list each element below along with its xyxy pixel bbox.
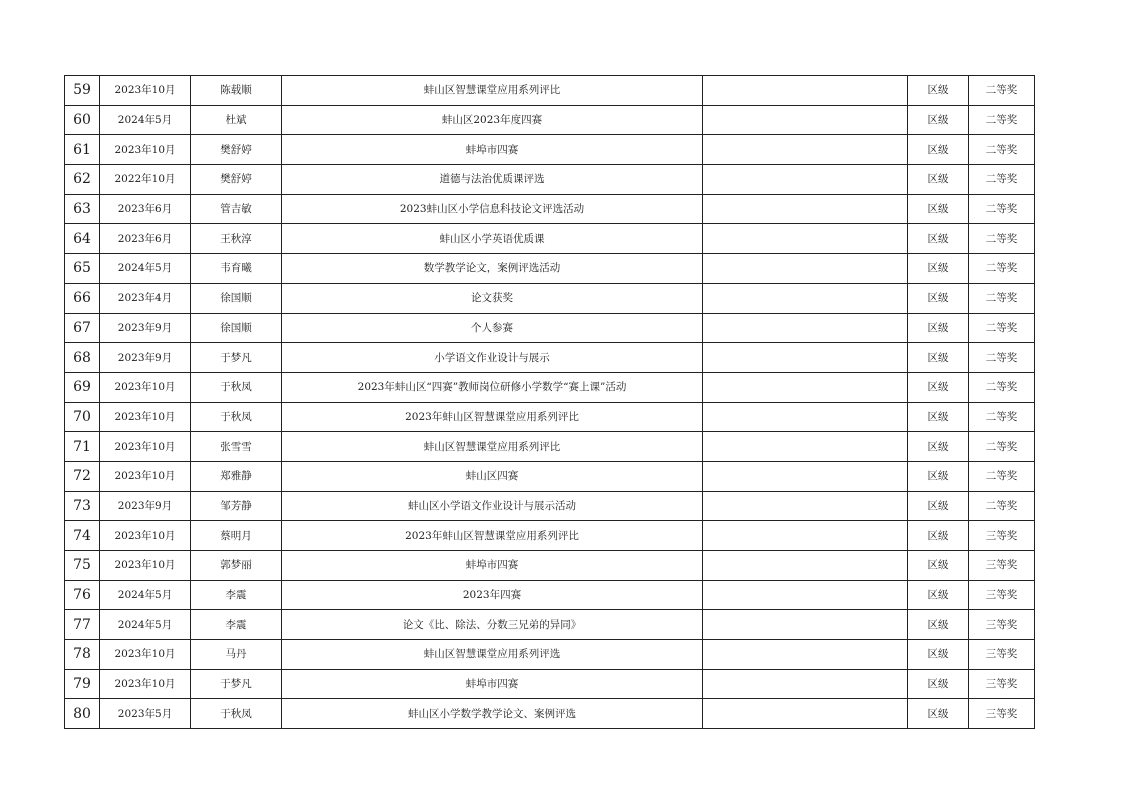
date-cell: 2023年4月: [100, 283, 191, 313]
award-cell: 二等奖: [969, 402, 1035, 432]
name-cell: 王秋淳: [191, 224, 282, 254]
note-cell: [703, 491, 908, 521]
event-cell: 2023年四赛: [282, 580, 703, 610]
table-row: [65, 640, 1035, 670]
table-row: [65, 283, 1035, 313]
award-cell: 二等奖: [969, 135, 1035, 165]
award-cell: 三等奖: [969, 521, 1035, 551]
award-cell: 二等奖: [969, 461, 1035, 491]
table-row: [65, 343, 1035, 373]
date-cell: 2022年10月: [100, 165, 191, 195]
row-number-cell: 77: [65, 610, 100, 640]
level-cell: 区级: [908, 105, 969, 135]
table-row: [65, 491, 1035, 521]
award-cell: 二等奖: [969, 372, 1035, 402]
level-cell: 区级: [908, 461, 969, 491]
table-row: [65, 551, 1035, 581]
date-cell: 2024年5月: [100, 105, 191, 135]
date-cell: 2023年10月: [100, 432, 191, 462]
date-cell: 2023年10月: [100, 135, 191, 165]
event-cell: 2023年蚌山区智慧课堂应用系列评比: [282, 521, 703, 551]
award-cell: 二等奖: [969, 313, 1035, 343]
award-cell: 二等奖: [969, 194, 1035, 224]
date-cell: 2023年9月: [100, 491, 191, 521]
note-cell: [703, 135, 908, 165]
event-cell: 蚌山区2023年度四赛: [282, 105, 703, 135]
table-row: [65, 194, 1035, 224]
row-number-cell: 68: [65, 343, 100, 373]
level-cell: 区级: [908, 343, 969, 373]
award-cell: 三等奖: [969, 640, 1035, 670]
name-cell: 邹芳静: [191, 491, 282, 521]
award-cell: 二等奖: [969, 76, 1035, 106]
row-number-cell: 69: [65, 372, 100, 402]
event-cell: 蚌山区小学数学教学论文、案例评选: [282, 699, 703, 729]
date-cell: 2024年5月: [100, 254, 191, 284]
note-cell: [703, 610, 908, 640]
event-cell: 2023年蚌山区“四赛”教师岗位研修小学数学“赛上课”活动: [282, 372, 703, 402]
name-cell: 李震: [191, 580, 282, 610]
level-cell: 区级: [908, 283, 969, 313]
row-number-cell: 59: [65, 76, 100, 106]
row-number-cell: 76: [65, 580, 100, 610]
row-number-cell: 67: [65, 313, 100, 343]
note-cell: [703, 105, 908, 135]
level-cell: 区级: [908, 372, 969, 402]
table-row: [65, 254, 1035, 284]
row-number-cell: 63: [65, 194, 100, 224]
note-cell: [703, 283, 908, 313]
event-cell: 论文获奖: [282, 283, 703, 313]
note-cell: [703, 313, 908, 343]
table-row: [65, 76, 1035, 106]
name-cell: 郭梦丽: [191, 551, 282, 581]
awards-table: [64, 75, 1035, 729]
date-cell: 2023年10月: [100, 372, 191, 402]
row-number-cell: 80: [65, 699, 100, 729]
level-cell: 区级: [908, 580, 969, 610]
name-cell: 于秋凤: [191, 402, 282, 432]
table-row: [65, 165, 1035, 195]
award-cell: 三等奖: [969, 669, 1035, 699]
event-cell: 蚌山区智慧课堂应用系列评选: [282, 640, 703, 670]
award-cell: 二等奖: [969, 254, 1035, 284]
note-cell: [703, 640, 908, 670]
name-cell: 于秋凤: [191, 372, 282, 402]
award-cell: 二等奖: [969, 343, 1035, 373]
event-cell: 2023年蚌山区智慧课堂应用系列评比: [282, 402, 703, 432]
date-cell: 2023年9月: [100, 343, 191, 373]
award-cell: 二等奖: [969, 432, 1035, 462]
table-row: [65, 224, 1035, 254]
note-cell: [703, 165, 908, 195]
event-cell: 蚌山区智慧课堂应用系列评比: [282, 432, 703, 462]
note-cell: [703, 343, 908, 373]
name-cell: 管吉敏: [191, 194, 282, 224]
table-row: [65, 135, 1035, 165]
date-cell: 2023年5月: [100, 699, 191, 729]
date-cell: 2023年10月: [100, 669, 191, 699]
date-cell: 2023年10月: [100, 402, 191, 432]
event-cell: 蚌埠市四赛: [282, 135, 703, 165]
table-row: [65, 610, 1035, 640]
level-cell: 区级: [908, 669, 969, 699]
name-cell: 郑雅静: [191, 461, 282, 491]
name-cell: 于梦凡: [191, 343, 282, 373]
note-cell: [703, 580, 908, 610]
level-cell: 区级: [908, 402, 969, 432]
level-cell: 区级: [908, 521, 969, 551]
date-cell: 2023年10月: [100, 551, 191, 581]
row-number-cell: 64: [65, 224, 100, 254]
name-cell: 陈载顺: [191, 76, 282, 106]
row-number-cell: 61: [65, 135, 100, 165]
note-cell: [703, 461, 908, 491]
name-cell: 樊舒婷: [191, 135, 282, 165]
name-cell: 于秋凤: [191, 699, 282, 729]
award-cell: 二等奖: [969, 224, 1035, 254]
note-cell: [703, 521, 908, 551]
event-cell: 蚌山区智慧课堂应用系列评比: [282, 76, 703, 106]
name-cell: 徐国顺: [191, 313, 282, 343]
level-cell: 区级: [908, 135, 969, 165]
date-cell: 2023年9月: [100, 313, 191, 343]
event-cell: 小学语文作业设计与展示: [282, 343, 703, 373]
name-cell: 马丹: [191, 640, 282, 670]
event-cell: 论文《比、除法、分数三兄弟的异同》: [282, 610, 703, 640]
event-cell: 2023蚌山区小学信息科技论文评选活动: [282, 194, 703, 224]
award-cell: 三等奖: [969, 580, 1035, 610]
row-number-cell: 75: [65, 551, 100, 581]
event-cell: 个人参赛: [282, 313, 703, 343]
level-cell: 区级: [908, 254, 969, 284]
note-cell: [703, 669, 908, 699]
row-number-cell: 71: [65, 432, 100, 462]
table-row: [65, 432, 1035, 462]
event-cell: 蚌山区小学英语优质课: [282, 224, 703, 254]
date-cell: 2024年5月: [100, 580, 191, 610]
level-cell: 区级: [908, 76, 969, 106]
table-body: [65, 76, 1035, 729]
event-cell: 蚌山区小学语文作业设计与展示活动: [282, 491, 703, 521]
name-cell: 于梦凡: [191, 669, 282, 699]
date-cell: 2023年10月: [100, 640, 191, 670]
table-row: [65, 372, 1035, 402]
row-number-cell: 74: [65, 521, 100, 551]
row-number-cell: 72: [65, 461, 100, 491]
level-cell: 区级: [908, 432, 969, 462]
note-cell: [703, 432, 908, 462]
level-cell: 区级: [908, 640, 969, 670]
row-number-cell: 65: [65, 254, 100, 284]
event-cell: 蚌山区四赛: [282, 461, 703, 491]
table-row: [65, 461, 1035, 491]
note-cell: [703, 76, 908, 106]
row-number-cell: 73: [65, 491, 100, 521]
row-number-cell: 79: [65, 669, 100, 699]
name-cell: 徐国顺: [191, 283, 282, 313]
note-cell: [703, 224, 908, 254]
award-cell: 二等奖: [969, 105, 1035, 135]
award-cell: 二等奖: [969, 283, 1035, 313]
row-number-cell: 78: [65, 640, 100, 670]
date-cell: 2023年10月: [100, 521, 191, 551]
name-cell: 樊舒婷: [191, 165, 282, 195]
event-cell: 蚌埠市四赛: [282, 551, 703, 581]
note-cell: [703, 372, 908, 402]
level-cell: 区级: [908, 551, 969, 581]
level-cell: 区级: [908, 313, 969, 343]
table-row: [65, 580, 1035, 610]
name-cell: 韦育曦: [191, 254, 282, 284]
name-cell: 蔡明月: [191, 521, 282, 551]
note-cell: [703, 254, 908, 284]
date-cell: 2023年10月: [100, 76, 191, 106]
level-cell: 区级: [908, 165, 969, 195]
row-number-cell: 66: [65, 283, 100, 313]
event-cell: 道德与法治优质课评选: [282, 165, 703, 195]
level-cell: 区级: [908, 491, 969, 521]
level-cell: 区级: [908, 224, 969, 254]
name-cell: 李震: [191, 610, 282, 640]
note-cell: [703, 699, 908, 729]
table-row: [65, 521, 1035, 551]
table-row: [65, 402, 1035, 432]
date-cell: 2023年6月: [100, 224, 191, 254]
level-cell: 区级: [908, 699, 969, 729]
date-cell: 2023年6月: [100, 194, 191, 224]
table-row: [65, 105, 1035, 135]
award-cell: 三等奖: [969, 699, 1035, 729]
row-number-cell: 70: [65, 402, 100, 432]
name-cell: 张雪雪: [191, 432, 282, 462]
event-cell: 数学教学论文，案例评选活动: [282, 254, 703, 284]
award-cell: 三等奖: [969, 610, 1035, 640]
level-cell: 区级: [908, 194, 969, 224]
award-cell: 二等奖: [969, 165, 1035, 195]
note-cell: [703, 402, 908, 432]
date-cell: 2024年5月: [100, 610, 191, 640]
note-cell: [703, 194, 908, 224]
award-cell: 三等奖: [969, 551, 1035, 581]
note-cell: [703, 551, 908, 581]
award-cell: 二等奖: [969, 491, 1035, 521]
row-number-cell: 62: [65, 165, 100, 195]
table-row: [65, 313, 1035, 343]
event-cell: 蚌埠市四赛: [282, 669, 703, 699]
table-row: [65, 699, 1035, 729]
date-cell: 2023年10月: [100, 461, 191, 491]
name-cell: 杜斌: [191, 105, 282, 135]
level-cell: 区级: [908, 610, 969, 640]
table-row: [65, 669, 1035, 699]
row-number-cell: 60: [65, 105, 100, 135]
